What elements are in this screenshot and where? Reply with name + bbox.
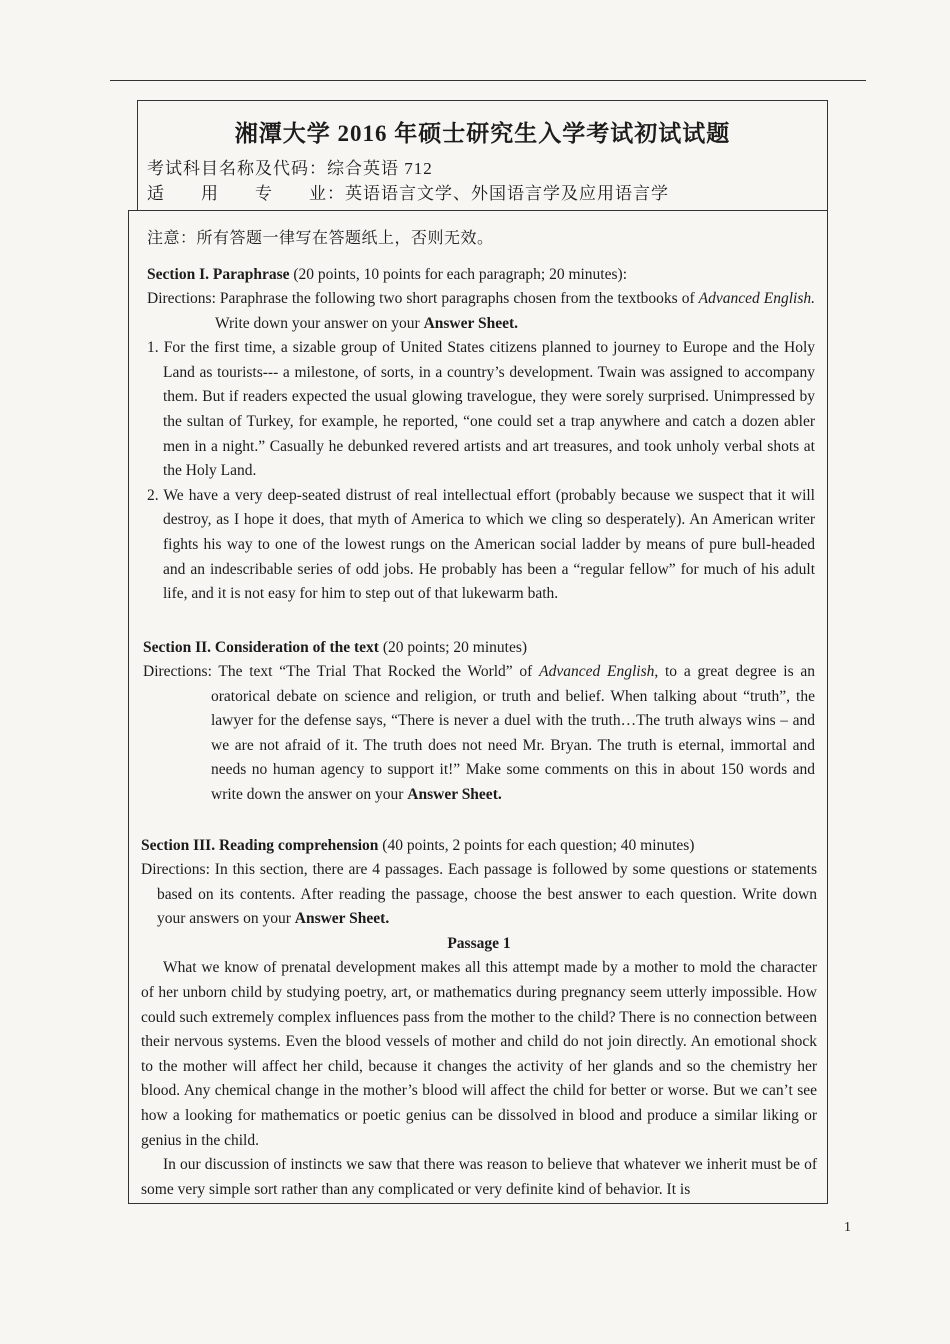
section-2-directions: Directions: The text “The Trial That Rocked the World” of Advanced English, to a great degree is an oratorical debate on science and religion, or truth and belief. When talking about “truth”, the lawyer for the defense says, “There is never a duel with the truth…The truth always wins – and we are not afraid of it. The truth does not need Mr. Bryan. The truth is eternal, immortal and needs no human agency to support it!” Make some comments on this in about 150 words and write down the answer on your Answer Sheet. (143, 663, 815, 803)
exam-header (137, 100, 828, 210)
section-1-directions: Directions: Paraphrase the following two short paragraphs chosen from the textbooks of Advanced English. Write down your answer on your Answer Sheet. (147, 290, 816, 332)
major-line (147, 179, 669, 204)
passage-1-title: Passage 1 (447, 934, 511, 952)
notice: 注意：所有答题一律写在答题纸上，否则无效。 (147, 230, 494, 247)
major-char-3: 专 (255, 184, 273, 203)
major-char-1: 适 (147, 184, 165, 203)
section-2 (143, 636, 815, 808)
passage-1-paragraph-1: What we know of prenatal development makes all this attempt made by a mother to mold the character of her unborn child by studying poetry, art, or mathematics during pregnancy seem utterly impossible. How could such extremely complex influences pass from the mother to the child? There is no connection between their nervous systems. Even the blood vessels of mother and child do not join directly. An emotional shock to the mother will affect her child, because it changes the activity of her glands and so the chemistry her blood. Any chemical change in the mother’s blood will affect the child for better or worse. But we can’t see how a looking for mathematics or poetic genius can be dissolved in blood and produce a similar liking or genius in the child. (141, 959, 817, 1149)
section-1 (147, 263, 815, 607)
section-2-heading: Section II. Consideration of the text (20 points; 20 minutes) (143, 639, 528, 656)
exam-title: 湘潭大学 2016 年硕士研究生入学考试初试试题 (234, 121, 731, 146)
major-char-2: 用 (201, 184, 219, 203)
subject-line: 考试科目名称及代码：综合英语 712 (147, 159, 433, 178)
section-3-directions: Directions: In this section, there are 4 passages. Each passage is followed by some questions or statements based on its contents. After reading the passage, choose the best answer to each question. Write down your answers on your Answer Sheet. (141, 861, 817, 928)
exam-body (128, 210, 828, 1204)
page-number: 1 (844, 1220, 851, 1235)
section-1-heading: Section I. Paraphrase (20 points, 10 points for each paragraph; 20 minutes): (147, 266, 627, 283)
top-rule (110, 80, 866, 81)
major-rest: 业：英语语言文学、外国语言学及应用语言学 (309, 184, 669, 203)
paraphrase-item-2: 2. We have a very deep-seated distrust of real intellectual effort (probably because we suspect that it will destroy, as I hope it does, that myth of America to which we cling so desperately). An American writer fights his way to one of the lowest rungs on the American social ladder by means of pure bull-headed and an indescribable series of odd jobs. He probably has been a “regular fellow” for much of his adult life, and it is not easy for him to step out of that lukewarm bath. (147, 486, 815, 603)
section-3 (141, 834, 817, 1202)
paraphrase-item-1: 1. For the first time, a sizable group of United States citizens planned to journey to Europe and the Holy Land as tourists--- a milestone, of sorts, in a country’s development. Twain was assigned to accompany them. But if readers expected the usual glowing travelogue, they were sorely surprised. Unimpressed by the sultan of Turkey, for example, he reported, “one could set a trap anywhere and catch a dozen abler men in a night.” Casually he debunked revered artists and art treasures, and took unholy verbal shots at the Holy Land. (147, 339, 815, 480)
passage-1-paragraph-2: In our discussion of instincts we saw that there was reason to believe that whatever we inherit must be of some very simple sort rather than any complicated or very definite kind of behavior. It is (141, 1156, 817, 1198)
section-3-heading: Section III. Reading comprehension (40 points, 2 points for each question; 40 minutes) (141, 837, 695, 854)
